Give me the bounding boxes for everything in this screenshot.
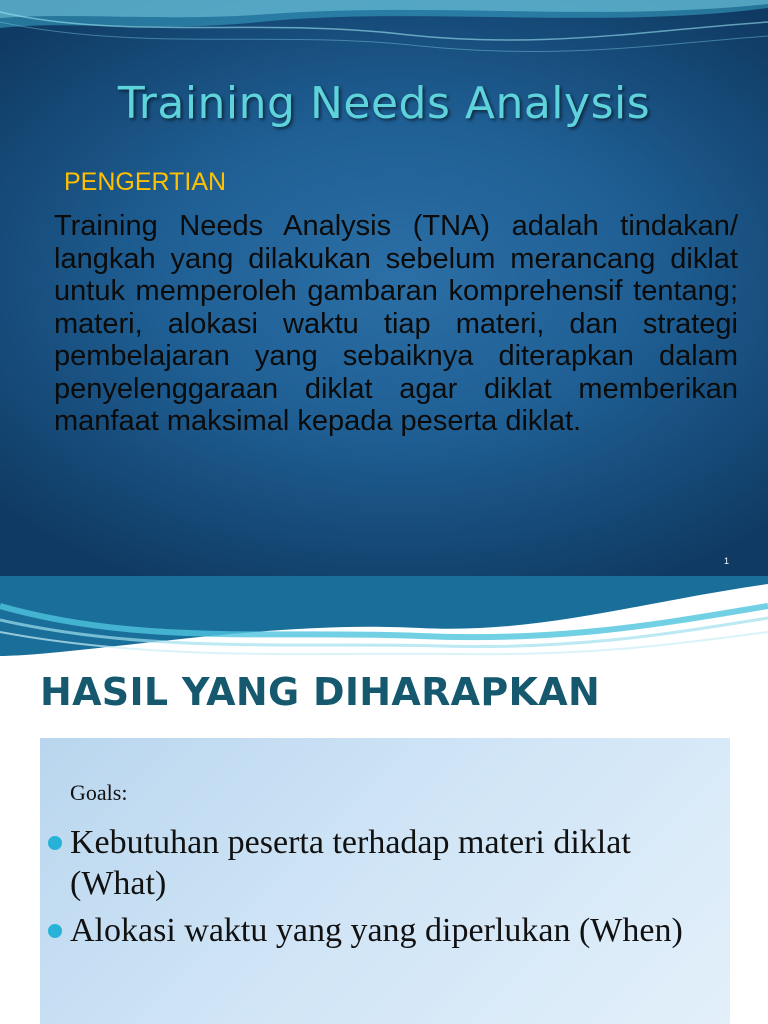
slide-2 — [0, 576, 768, 1024]
page-number: 1 — [724, 556, 730, 566]
slide-title: Training Needs Analysis — [117, 78, 651, 129]
list-item-text: Alokasi waktu yang yang diperlukan (When) — [70, 912, 683, 949]
goals-label: Goals: — [70, 780, 128, 805]
top-wave-decoration — [0, 0, 768, 90]
section-heading: PENGERTIAN — [64, 168, 227, 196]
slide-title: HASIL YANG DIHARAPKAN — [40, 670, 601, 714]
bullet-icon — [48, 836, 62, 850]
bullet-list — [48, 822, 708, 957]
top-wave-decoration — [0, 576, 768, 666]
list-item — [48, 910, 708, 951]
definition-paragraph: Training Needs Analysis (TNA) adalah tindakan/ langkah yang dilakukan sebelum merancang diklat untuk memperoleh gambaran komprehensif tentang; materi, alokasi waktu tiap materi, dan strategi pembelajaran yang sebaiknya diterapkan dalam penyelenggaraan diklat agar diklat memberikan manfaat maksimal kepada peserta diklat. — [54, 210, 738, 437]
list-item — [48, 822, 708, 904]
bullet-icon — [48, 924, 62, 938]
list-item-text: Kebutuhan peserta terhadap materi diklat (What) — [70, 824, 631, 902]
